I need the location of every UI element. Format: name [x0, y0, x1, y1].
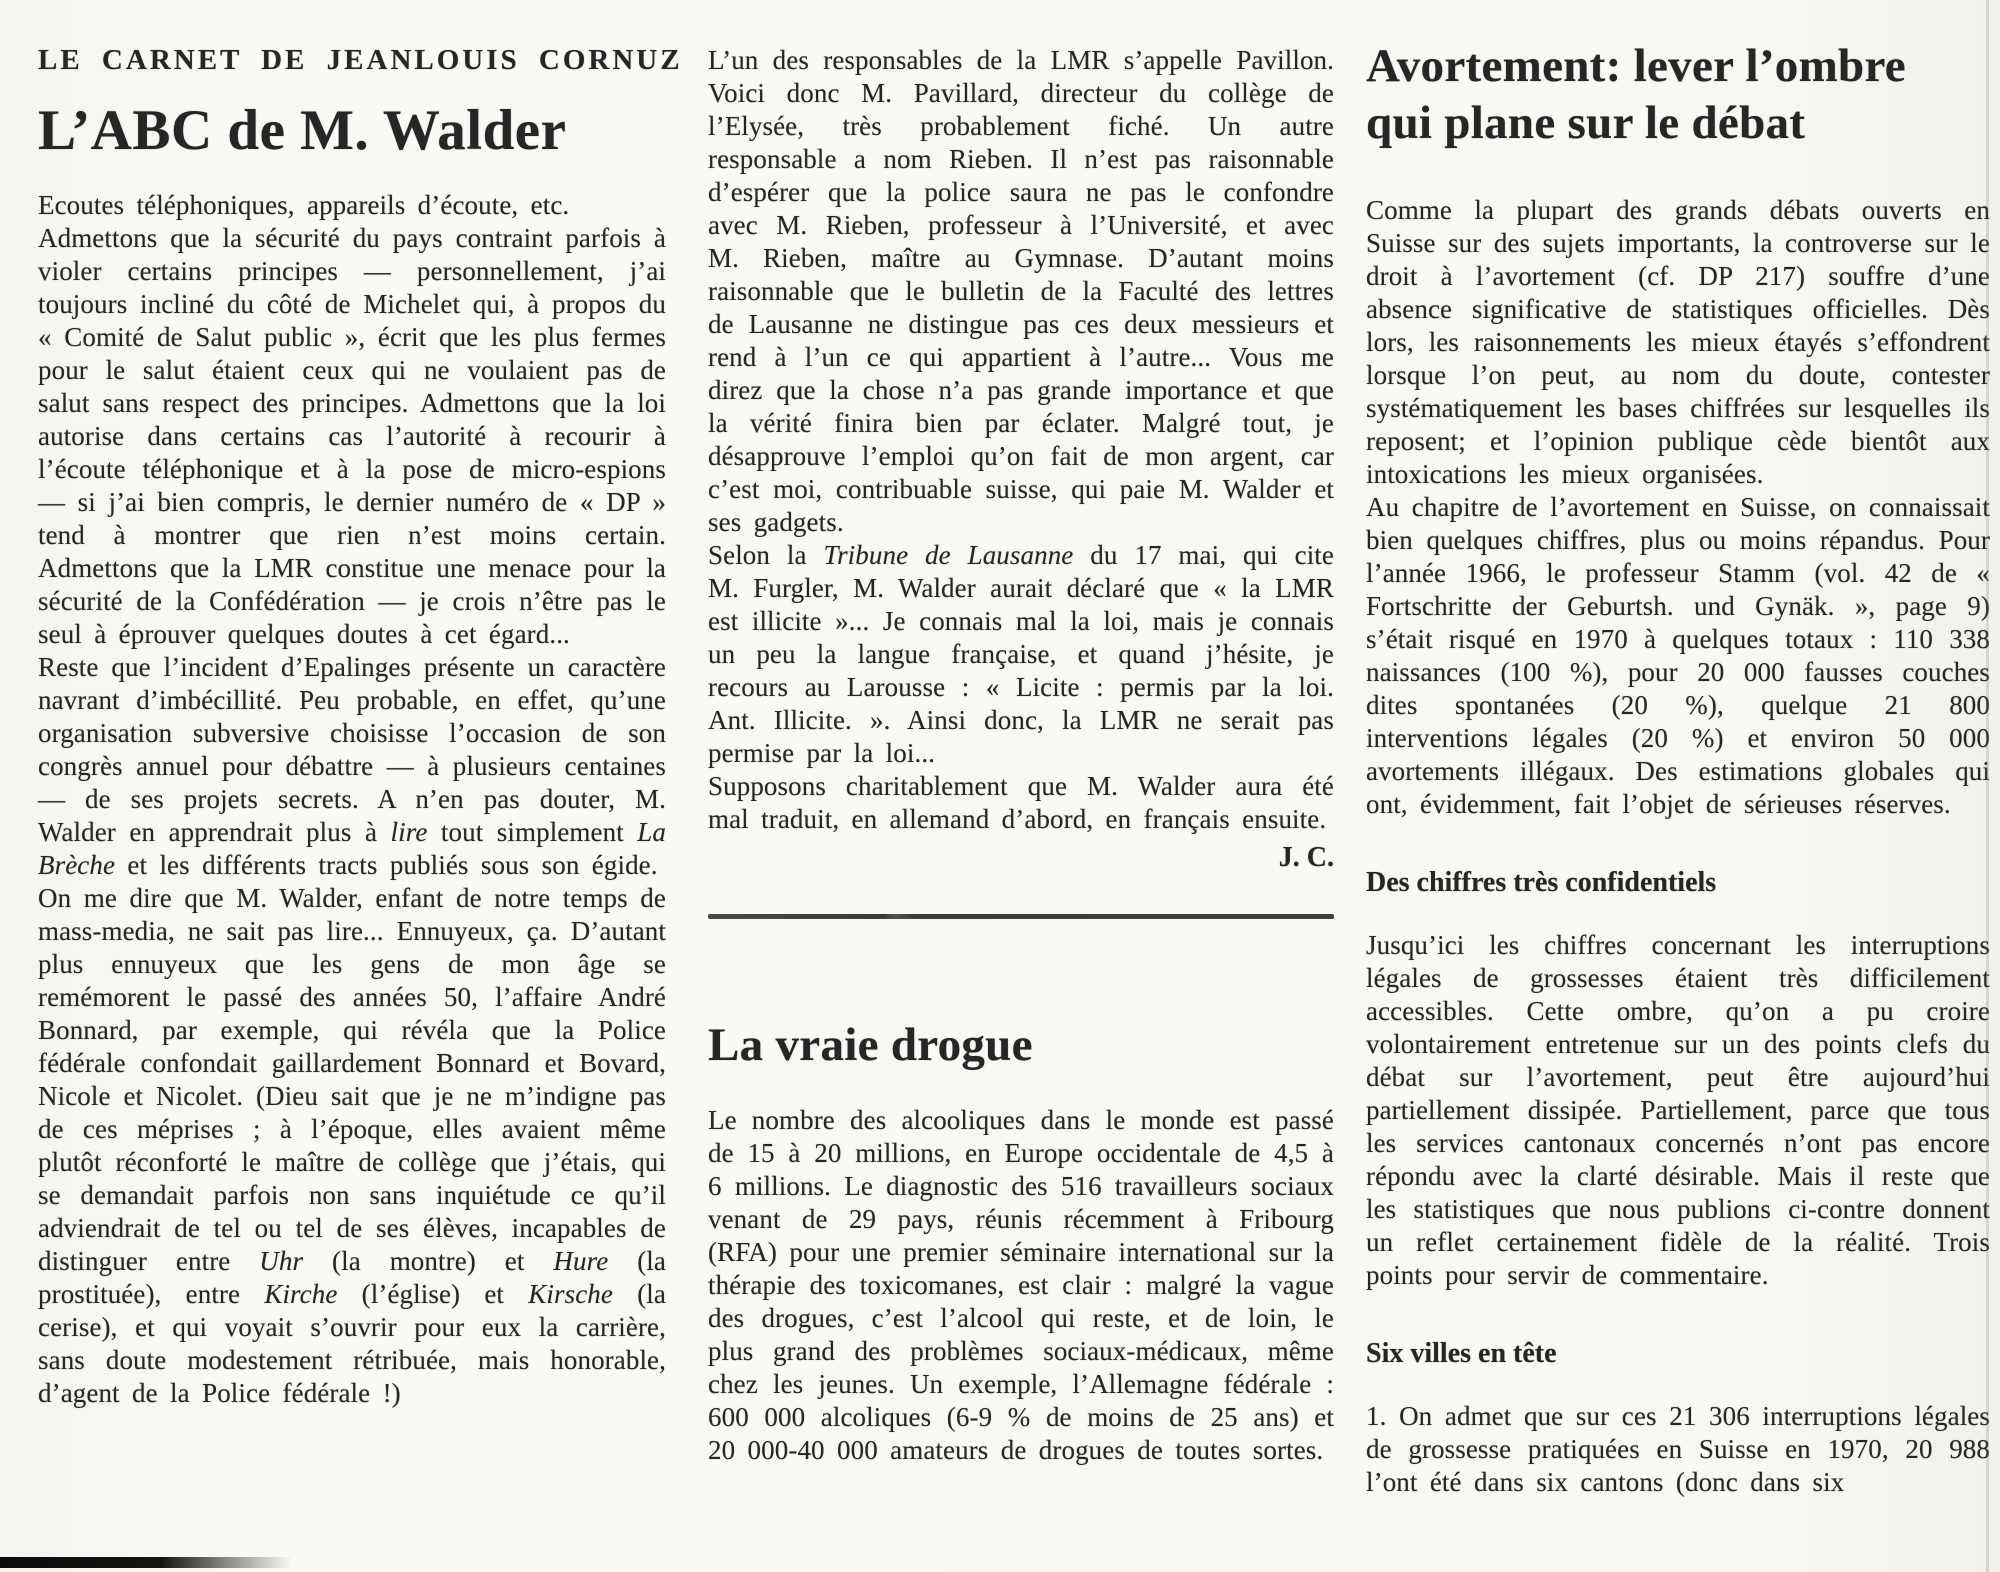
right-column [1366, 38, 1990, 1499]
article3-title-line2: qui plane sur le débat [1366, 97, 1806, 149]
article2-paragraph: Le nombre des alcooliques dans le monde est passé de 15 à 20 millions, en Europe occidentale de 4,5 à 6 millions. Le diagnostic des 516 travailleurs sociaux venant de 29 pays, réunis récemment à Fribourg (RFA) pour une premier séminaire international sur la thérapie des toxicomanes, est clair : malgré la vague des drogues, c’est l’alcool qui reste, et de loin, le plus grand des problèmes sociaux-médicaux, même chez les jeunes. Un exemple, l’Allemagne fédérale : 600 000 alcoliques (6-9 % de moins de 25 ans) et 20 000-40 000 amateurs de drogues de toutes sortes. [708, 1105, 1334, 1465]
article1-paragraph: L’un des responsables de la LMR s’appelle Pavillon. Voici donc M. Pavillard, directeur du collège de l’Elysée, très probablement fiché. Un autre responsable a nom Rieben. Il n’est pas raisonnable d’espérer que la police saura ne pas le confondre avec M. Rieben, professeur à l’Université, et avec M. Rieben, maître au Gymnase. D’autant moins raisonnable que le bulletin de la Faculté des lettres de Lausanne ne distingue pas ces deux messieurs et rend à l’un ce qui appartient à l’autre... Vous me direz que la chose n’a pas grande importance et que la vérité finira bien par éclater. Malgré tout, je désapprouve l’emploi qu’on fait de mon argent, car c’est moi, contribuable suisse, qui paie M. Walder et ses gadgets. [708, 45, 1334, 537]
column-kicker: LE CARNET DE JEANLOUIS CORNUZ [38, 44, 683, 76]
article2-title: La vraie drogue [708, 1019, 1033, 1071]
article3-paragraph: Comme la plupart des grands débats ouverts en Suisse sur des sujets importants, la controverse sur le droit à l’avortement (cf. DP 217) souffre d’une absence significative de statistiques officielles. Dès lors, les raisonnements les mieux étayés s’effondrent lorsque l’on peut, au nom du doute, contester systématiquement les bases chiffrées sur lesquelles ils reposent; et l’opinion publique cède bientôt aux intoxications les mieux organisées. [1366, 195, 1990, 489]
article3-paragraph: Jusqu’ici les chiffres concernant les interruptions légales de grossesses étaient très difficilement accessibles. Cette ombre, qu’on a pu croire volontairement entretenue sur un des points clefs du débat sur l’avortement, peut être aujourd’hui partiellement dissipée. Partiellement, parce que tous les services cantonaux concernés n’ont pas encore répondu avec la clarté désirable. Mais il reste que les statistiques que nous publions ci-contre donnent un reflet certainement fidèle de la réalité. Trois points pour servir de commentaire. [1366, 930, 1990, 1290]
article3-title-line1: Avortement: lever l’ombre [1366, 40, 1906, 92]
article1-byline: J. C. [1278, 842, 1334, 873]
article1-paragraph: Ecoutes téléphoniques, appareils d’écoute, etc. [38, 189, 570, 220]
article3-paragraph: 1. On admet que sur ces 21 306 interruptions légales de grossesse pratiquées en Suisse en 1970, 20 988 l’ont été dans six cantons (donc dans six [1366, 1401, 1990, 1497]
article3-subhead-six-villes: Six villes en tête [1366, 1338, 1557, 1369]
article3-subhead-confidentiels: Des chiffres très confidentiels [1366, 867, 1717, 898]
article1-title: L’ABC de M. Walder [38, 99, 567, 162]
scan-artifact-bar [0, 1557, 292, 1568]
article1-paragraph: Supposons charitablement que M. Walder aura été mal traduit, en allemand d’abord, en français ensuite. [708, 771, 1334, 834]
scan-edge-line [1986, 0, 1989, 1572]
article1-paragraph: Selon la Tribune de Lausanne du 17 mai, qui cite M. Furgler, M. Walder aurait déclaré que « la LMR est illicite »... Je connais mal la loi, mais je connais un peu la langue française, et quand j’hésite, je recours au Larousse : « Licite : permis par la loi. Ant. Illicite. ». Ainsi donc, la LMR ne serait pas permise par la loi... [708, 540, 1334, 768]
article1-paragraph: Reste que l’incident d’Epalinges présente un caractère navrant d’imbécillité. Peu probable, en effet, qu’une organisation subversive choisisse l’occasion de son congrès annuel pour débattre — à plusieurs centaines — de ses projets secrets. A n’en pas douter, M. Walder en apprendrait plus à lire tout simplement La Brèche et les différents tracts publiés sous son égide. [38, 651, 666, 880]
article3-paragraph: Au chapitre de l’avortement en Suisse, on connaissait bien quelques chiffres, plus ou moins répandus. Pour l’année 1966, le professeur Stamm (vol. 42 de « Fortschritte der Geburtsh. und Gynäk. », page 9) s’était risqué en 1970 à quelques totaux : 110 338 naissances (100 %), pour 20 000 fausses couches dites spontanées (20 %), quelque 21 800 interventions légales (20 %) et environ 50 000 avortements illégaux. Des estimations globales qui ont, évidemment, fait l’objet de sérieuses réserves. [1366, 492, 1990, 819]
middle-column [708, 44, 1334, 1467]
article3-title [1366, 38, 1990, 152]
article1-paragraph: On me dire que M. Walder, enfant de notre temps de mass-media, ne sait pas lire... Ennuyeux, ça. D’autant plus ennuyeux que les gens de mon âge se remémorent le passé des années 50, l’affaire André Bonnard, par exemple, qui révéla que la Police fédérale confondait gaillardement Bonnard et Bovard, Nicole et Nicolet. (Dieu sait que je ne m’indigne pas de ces méprises ; à l’époque, elles avaient même plutôt réconforté le maître de collège que j’étais, qui se demandait parfois non sans inquiétude ce qu’il adviendrait de tel ou tel de ses élèves, incapables de distinguer entre Uhr (la montre) et Hure (la prostituée), entre Kirche (l’église) et Kirsche (la cerise), et qui voyait s’ouvrir pour eux la carrière, sans doute modestement rétribuée, mais honorable, d’agent de la Police fédérale !) [38, 882, 666, 1408]
article1-paragraph: Admettons que la sécurité du pays contraint parfois à violer certains principes — personnellement, j’ai toujours incliné du côté de Michelet qui, à propos du « Comité de Salut public », écrit que les plus fermes pour le salut étaient ceux qui ne voulaient pas de salut sans respect des principes. Admettons que la loi autorise dans certains cas l’autorité à recourir à l’écoute téléphonique et à la pose de micro-espions — si j’ai bien compris, le dernier numéro de « DP » tend à montrer que rien n’est moins certain. Admettons que la LMR constitue une menace pour la sécurité de la Confédération — je crois n’être pas le seul à éprouver quelques doutes à cet égard... [38, 222, 666, 649]
section-divider-rule [708, 914, 1334, 919]
left-column [38, 44, 683, 1410]
